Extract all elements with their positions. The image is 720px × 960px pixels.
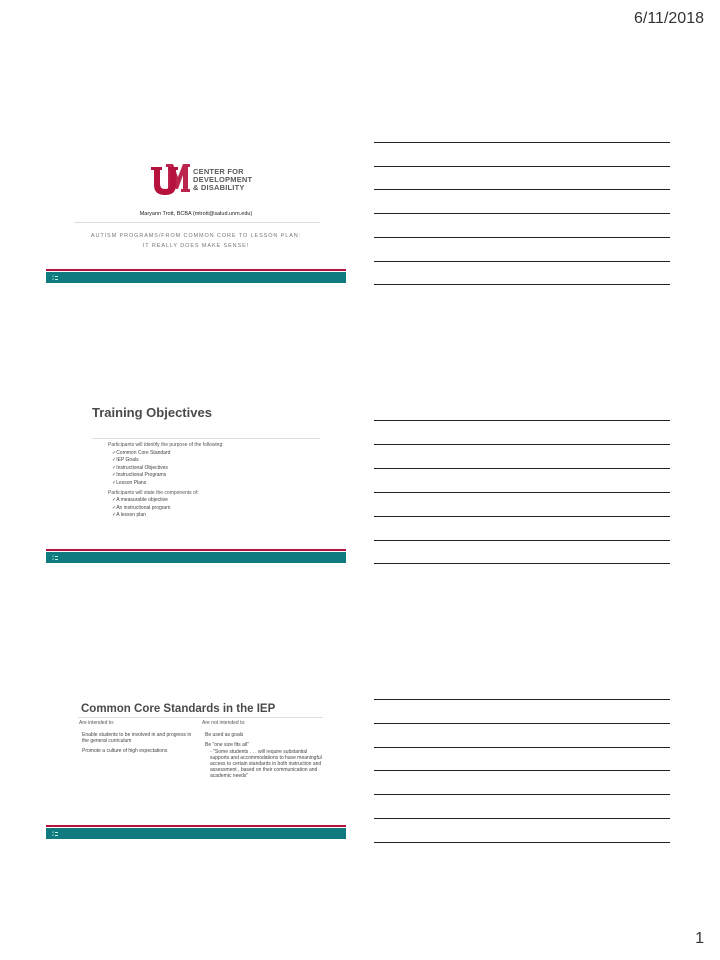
- note-line: [374, 420, 670, 421]
- presentation-title: AUTISM PROGRAMS/FROM COMMON CORE TO LESSON PLAN: IT REALLY DOES MAKE SENSE!: [90, 233, 302, 249]
- red-accent-bar: [46, 549, 346, 551]
- note-line: [374, 261, 670, 262]
- list-item: ✓Common Core Standard: [112, 449, 171, 456]
- slide-3: [46, 610, 346, 848]
- footer-logo-icon: ▪▪ ▬ ▪▪ ▬: [52, 830, 58, 837]
- teal-footer-bar: [46, 828, 346, 839]
- note-line: [374, 770, 670, 771]
- list-item: Enable students to be involved in and progress in the general curriculum: [82, 732, 192, 744]
- note-line: [374, 747, 670, 748]
- note-line: [374, 699, 670, 700]
- divider: [74, 222, 320, 223]
- list-item: ✓A measurable objective: [112, 497, 168, 504]
- list-item: ✓Instructional Programs: [112, 472, 167, 479]
- note-line: [374, 818, 670, 819]
- list-item: Promote a culture of high expectations: [82, 748, 168, 754]
- note-line: [374, 166, 670, 167]
- list-item: ✓Lesson Plans: [112, 479, 147, 486]
- note-line: [374, 516, 670, 517]
- slide-2: [46, 370, 346, 608]
- note-line: [374, 237, 670, 238]
- note-line: [374, 468, 670, 469]
- logo-wordmark: CENTER FOR DEVELOPMENT & DISABILITY: [193, 166, 253, 192]
- list-item: Be "one size fits all": [205, 742, 249, 748]
- note-line: [374, 142, 670, 143]
- list-item: ✓An instructional program: [112, 504, 171, 511]
- print-date: 6/11/2018: [634, 10, 704, 27]
- note-line: [374, 444, 670, 445]
- list-item: ✓IEP Goals: [112, 457, 139, 464]
- presenter-line: Maryann Trott, BCBA (mtrott@salud.unm.edu): [139, 211, 253, 217]
- not-intended-column: Are not intended to: Be used as goals Be "one size fits all" ◦ "Some students . . . will require substantial supports and accommodations to have meaningful access to certain standards in both instruction and assessment , based on their communication and academic needs": [202, 720, 327, 783]
- note-line: [374, 563, 670, 564]
- divider: [78, 717, 323, 718]
- red-accent-bar: [46, 825, 346, 827]
- unm-logo-icon: [150, 163, 190, 196]
- note-line: [374, 213, 670, 214]
- sub-list-item: ◦ "Some students . . . will require substantial supports and accommodations to have meaningful access to certain standards in both instruction and assessment , based on their communication and academic needs": [210, 749, 322, 779]
- list-item: ✓Instructional Objectives: [112, 464, 168, 471]
- list-item: Be used as goals: [205, 732, 244, 738]
- list-item: ✓A lesson plan: [112, 512, 146, 519]
- note-line: [374, 189, 670, 190]
- intended-column: Are intended to: Enable students to be involved in and progress in the general curriculum Promote a culture of high expectations: [79, 720, 194, 758]
- slide-title: Common Core Standards in the IEP: [81, 703, 276, 715]
- note-line: [374, 284, 670, 285]
- slide-1: [46, 110, 346, 348]
- red-accent-bar: [46, 269, 346, 271]
- teal-footer-bar: [46, 552, 346, 563]
- footer-logo-icon: ▪▪ ▬ ▪▪ ▬: [52, 274, 58, 281]
- note-line: [374, 492, 670, 493]
- note-line: [374, 723, 670, 724]
- page-number: 1: [695, 930, 704, 947]
- note-line: [374, 842, 670, 843]
- unm-cdd-logo: [150, 163, 252, 196]
- teal-footer-bar: [46, 272, 346, 283]
- divider: [92, 438, 320, 439]
- footer-logo-icon: ▪▪ ▬ ▪▪ ▬: [52, 554, 58, 561]
- note-line: [374, 540, 670, 541]
- note-line: [374, 794, 670, 795]
- objectives-list: Participants will identify the purpose of the following: ✓Common Core Standard ✓IEP Goals ✓Instructional Objectives ✓Instructional Programs ✓Lesson Plans Participants will state the components of: ✓A measurable objective ✓An instructional program ✓A lesson plan: [108, 442, 224, 519]
- slide-title: Training Objectives: [92, 405, 212, 420]
